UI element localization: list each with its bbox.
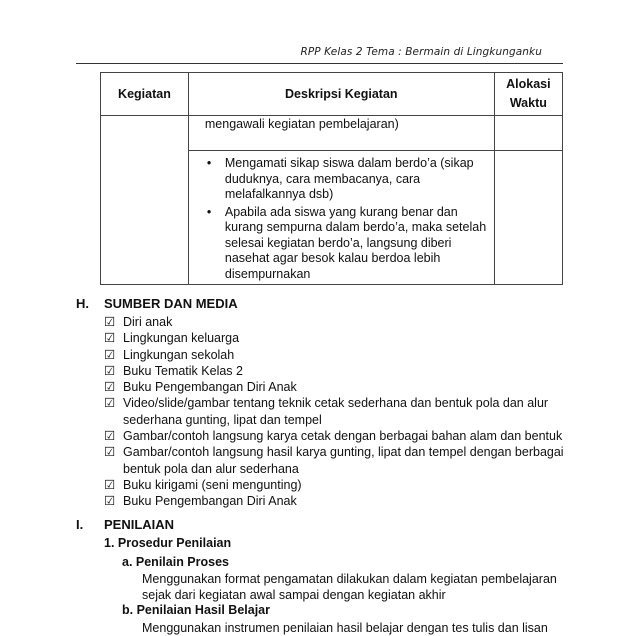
penilaian-proses-text: Menggunakan format pengamatan dilakukan dalam kegiatan pembelajaran sejak dari kegiatan awal sampai dengan kegiatan akhir <box>142 572 557 602</box>
checkbox-checked-icon: ☑ <box>104 396 116 411</box>
checkbox-checked-icon: ☑ <box>104 445 116 460</box>
col-header-kegiatan: Kegiatan <box>101 73 189 116</box>
header-rule <box>76 63 563 64</box>
prosedur-penilaian-heading: 1. Prosedur Penilaian <box>104 536 232 550</box>
list-item <box>104 379 574 395</box>
list-item-text: Gambar/contoh langsung hasil karya gunting, lipat dan tempel dengan berbagai bentuk pola dan alur sederhana <box>123 445 564 476</box>
penilaian-hasil-heading: b. Penilaian Hasil Belajar <box>122 603 270 617</box>
list-item-text: Lingkungan keluarga <box>123 331 240 346</box>
alokasi-cell <box>494 116 562 151</box>
continuation-cell: mengawali kegiatan pembelajaran) <box>188 116 494 151</box>
col-header-alokasi-line2: Waktu <box>509 96 547 110</box>
bullet-list <box>201 156 490 282</box>
col-header-alokasi <box>494 73 562 116</box>
list-item-text: Buku Pengembangan Diri Anak <box>123 380 297 395</box>
table-header-row <box>101 73 563 116</box>
checkbox-checked-icon: ☑ <box>104 380 116 395</box>
col-header-alokasi-line1: Alokasi <box>506 77 551 91</box>
list-item <box>104 493 574 509</box>
list-item-text: Video/slide/gambar tentang teknik cetak sederhana dan bentuk pola dan alur sederhana gunting, lipat dan tempel <box>123 396 549 427</box>
col-header-deskripsi: Deskripsi Kegiatan <box>188 73 494 116</box>
list-item <box>104 314 574 330</box>
checkbox-checked-icon: ☑ <box>104 477 116 492</box>
list-item <box>104 444 574 477</box>
list-item-text: Gambar/contoh langsung karya cetak dengan berbagai bahan alam dan bentuk <box>123 429 563 444</box>
penilaian-hasil-text: Menggunakan instrumen penilaian hasil belajar dengan tes tulis dan lisan <box>142 621 548 635</box>
list-item-text: Buku Pengembangan Diri Anak <box>123 494 297 509</box>
table-row <box>101 116 563 151</box>
checkbox-checked-icon: ☑ <box>104 494 116 509</box>
checkbox-checked-icon: ☑ <box>104 331 116 346</box>
list-item <box>104 395 574 428</box>
section-h-title: SUMBER DAN MEDIA <box>104 296 238 311</box>
sumber-media-list <box>104 314 574 510</box>
bullet-item: • Apabila ada siswa yang kurang benar dan kurang sempurna dalam berdo’a, maka setelah selesai kegiatan berdo’a, langsung diberi nasehat agar besok kalau berdoa lebih disempurnakan <box>201 205 490 283</box>
list-item <box>104 428 574 444</box>
penilaian-proses-heading: a. Penilain Proses <box>122 555 229 569</box>
checkbox-checked-icon: ☑ <box>104 363 116 378</box>
list-item <box>104 477 574 493</box>
alokasi-cell <box>494 151 562 285</box>
list-item-text: Diri anak <box>123 315 173 329</box>
running-header: RPP Kelas 2 Tema : Bermain di Lingkunganku <box>300 46 542 58</box>
list-item-text: Buku kirigami (seni mengunting) <box>123 477 302 492</box>
section-i-title: PENILAIAN <box>104 517 175 532</box>
bullet-cell <box>188 151 494 285</box>
kegiatan-cell <box>101 116 189 285</box>
list-item <box>104 347 574 363</box>
section-h-label: H. <box>76 296 89 311</box>
checkbox-checked-icon: ☑ <box>104 315 116 329</box>
activity-table <box>100 72 563 285</box>
list-item <box>104 363 574 379</box>
list-item <box>104 330 574 346</box>
section-i-heading <box>76 517 174 532</box>
section-i-label: I. <box>76 517 84 532</box>
list-item-text: Lingkungan sekolah <box>123 347 235 362</box>
section-h-heading <box>76 296 238 311</box>
list-item-text: Buku Tematik Kelas 2 <box>123 363 243 378</box>
bullet-item: • Mengamati sikap siswa dalam berdo’a (sikap duduknya, cara membacanya, cara melafalkannya dsb) <box>201 156 490 203</box>
checkbox-checked-icon: ☑ <box>104 429 116 444</box>
checkbox-checked-icon: ☑ <box>104 347 116 362</box>
